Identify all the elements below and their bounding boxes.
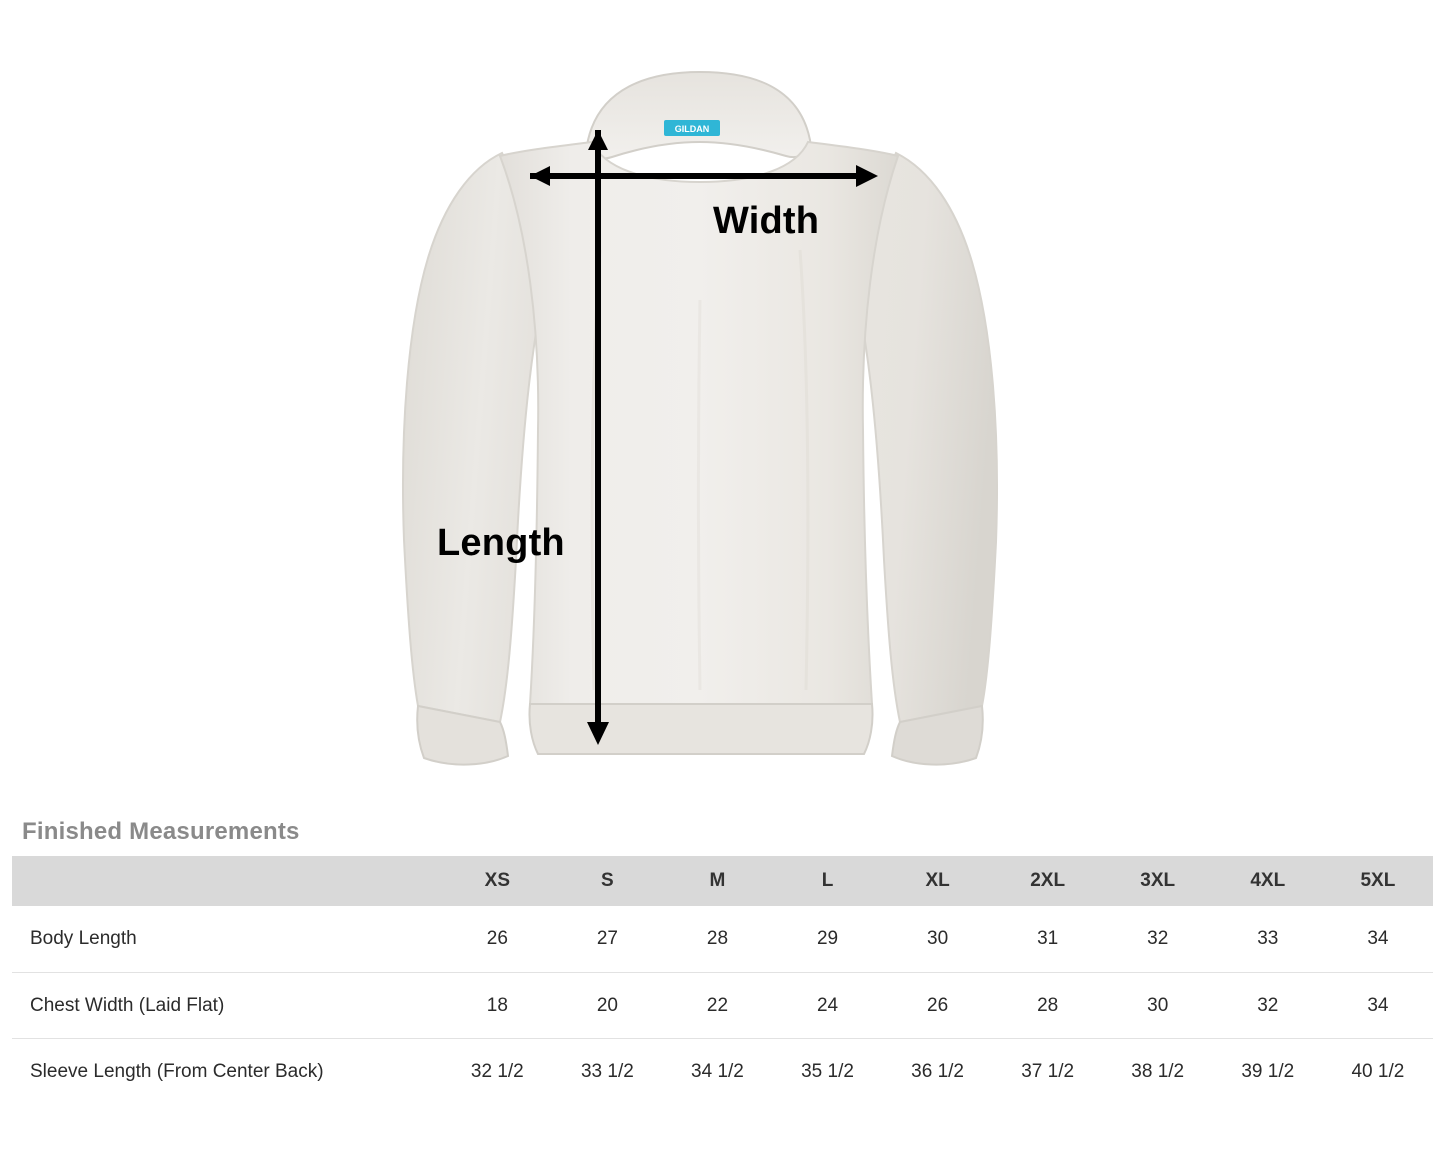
header-size-m: M bbox=[662, 856, 772, 906]
collar bbox=[588, 72, 811, 158]
table-header bbox=[12, 856, 1433, 906]
header-size-xs: XS bbox=[442, 856, 552, 906]
length-label: Length bbox=[437, 522, 565, 564]
cell-body-length-l: 29 bbox=[772, 906, 882, 972]
cell-body-length-4xl: 33 bbox=[1213, 906, 1323, 972]
cell-sleeve-length-m: 34 1/2 bbox=[691, 1061, 744, 1083]
table-body bbox=[12, 906, 1433, 1105]
cell-sleeve-length-2xl: 37 1/2 bbox=[1021, 1061, 1075, 1083]
cell-body-length-xs: 26 bbox=[442, 906, 552, 972]
cell-chest-width-m: 22 bbox=[662, 972, 772, 1039]
cell-chest-width-l: 24 bbox=[772, 972, 882, 1039]
svg-text:GILDAN: GILDAN bbox=[674, 124, 710, 134]
table-row bbox=[12, 906, 1433, 972]
cell-sleeve-length-xs: 32 1/2 bbox=[470, 1061, 524, 1083]
cell-sleeve-length-5xl: 40 1/2 bbox=[1351, 1061, 1405, 1083]
header-size-3xl: 3XL bbox=[1103, 856, 1213, 906]
cell-chest-width-2xl: 28 bbox=[993, 972, 1103, 1039]
cell-sleeve-length-3xl: 38 1/2 bbox=[1131, 1061, 1185, 1083]
header-row bbox=[12, 856, 1433, 906]
cell-sleeve-length-s: 33 1/2 bbox=[580, 1061, 634, 1083]
cell-chest-width-4xl: 32 bbox=[1213, 972, 1323, 1039]
table-row bbox=[12, 972, 1433, 1039]
row-label-sleeve-length: Sleeve Length (From Center Back) bbox=[30, 1061, 324, 1083]
cell-body-length-s: 27 bbox=[552, 906, 662, 972]
cell-body-length-xl: 30 bbox=[883, 906, 993, 972]
cell-body-length-5xl: 34 bbox=[1323, 906, 1433, 972]
header-size-xl: XL bbox=[883, 856, 993, 906]
cell-body-length-2xl: 31 bbox=[993, 906, 1103, 972]
cell-chest-width-xl: 26 bbox=[883, 972, 993, 1039]
table-row bbox=[12, 1039, 1433, 1105]
row-label-body-length: Body Length bbox=[12, 906, 442, 972]
waistband bbox=[529, 704, 872, 754]
cell-sleeve-length-xl: 36 1/2 bbox=[911, 1061, 964, 1083]
cell-sleeve-length-l: 35 1/2 bbox=[801, 1061, 854, 1083]
header-measurement-name bbox=[12, 856, 442, 906]
cell-chest-width-xs: 18 bbox=[442, 972, 552, 1039]
width-label: Width bbox=[713, 200, 820, 242]
header-size-5xl: 5XL bbox=[1323, 856, 1433, 906]
row-label-chest-width: Chest Width (Laid Flat) bbox=[12, 972, 442, 1039]
cell-sleeve-length-4xl: 39 1/2 bbox=[1241, 1061, 1295, 1083]
header-size-s: S bbox=[552, 856, 662, 906]
measurements-title: Finished Measurements bbox=[22, 818, 300, 845]
size-chart-table bbox=[12, 856, 1433, 1105]
cell-chest-width-s: 20 bbox=[552, 972, 662, 1039]
header-size-4xl: 4XL bbox=[1213, 856, 1323, 906]
cell-body-length-3xl: 32 bbox=[1103, 906, 1213, 972]
finished-measurements-section bbox=[0, 806, 1445, 1105]
header-size-2xl: 2XL bbox=[993, 856, 1103, 906]
cell-chest-width-5xl: 34 bbox=[1323, 972, 1433, 1039]
cell-body-length-m: 28 bbox=[662, 906, 772, 972]
header-size-l: L bbox=[772, 856, 882, 906]
cell-chest-width-3xl: 30 bbox=[1103, 972, 1213, 1039]
